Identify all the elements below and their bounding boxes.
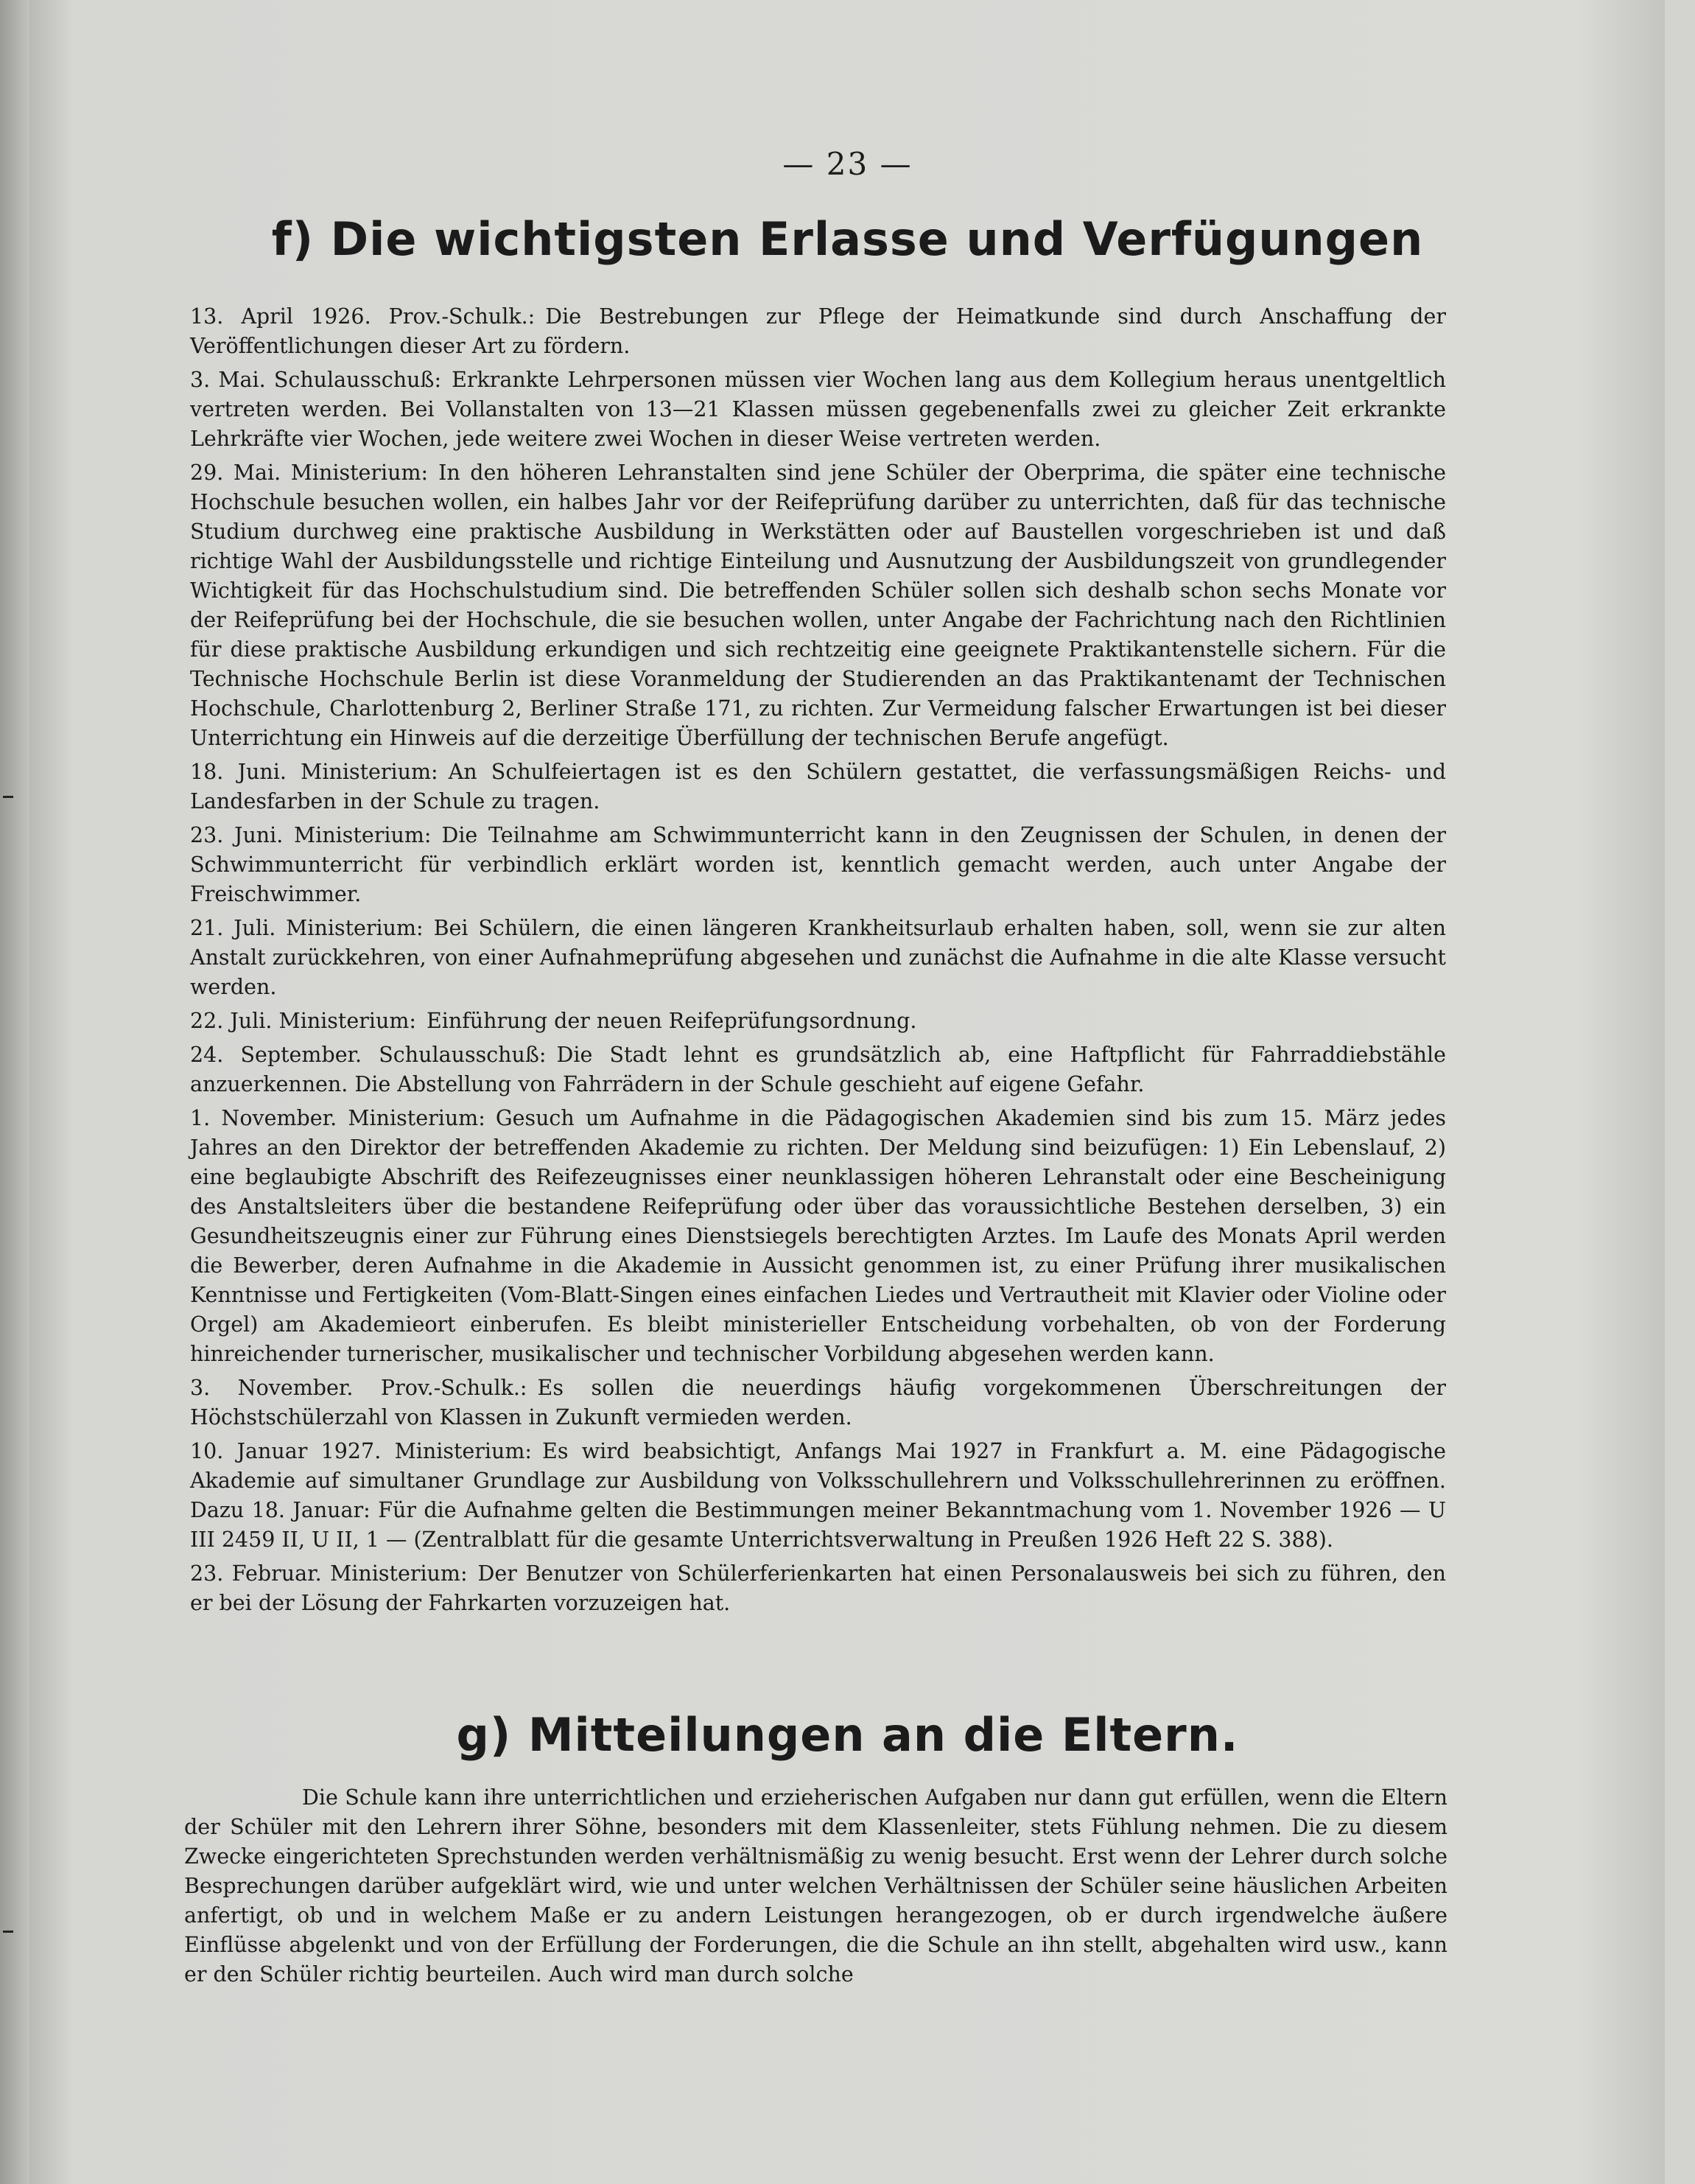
entry-date: 29. Mai. bbox=[190, 461, 281, 485]
decree-entry bbox=[190, 1559, 1446, 1618]
entry-text: Einführung der neuen Reifeprüfungsordnung. bbox=[426, 1009, 917, 1033]
decree-entry bbox=[190, 757, 1446, 816]
entry-date: 3. November. bbox=[190, 1376, 354, 1400]
decree-entry bbox=[190, 1040, 1446, 1099]
entry-source: Ministerium: bbox=[394, 1439, 533, 1463]
entry-source: Ministerium: bbox=[330, 1561, 468, 1586]
entry-date: 10. Januar 1927. bbox=[190, 1439, 382, 1463]
decree-entry bbox=[190, 365, 1446, 454]
entry-source: Ministerium: bbox=[278, 1009, 416, 1033]
decree-entry bbox=[190, 821, 1446, 909]
decree-entry bbox=[190, 1373, 1446, 1432]
entry-source: Ministerium: bbox=[301, 760, 438, 784]
entry-source: Prov.-Schulk.: bbox=[388, 304, 536, 329]
parents-notice-paragraph: Die Schule kann ihre unterrichtlichen und erzieherischen Aufgaben nur dann gut erfüllen, wenn die Eltern der Schüler mit den Lehrern ihrer Söhne, besonders mit dem Klassenleiter, stets Fühlung nehmen. Die zu diesem Zwecke eingerichteten Sprechstunden werden verhältnismäßig zu wenig besucht. Erst wenn der Lehrer durch solche Besprechungen darüber aufgeklärt wird, wie und unter welchen Verhältnissen der Schüler seine häuslichen Arbeiten anfertigt, ob und in welchem Maße er zu andern Leistungen herangezogen, ob er durch irgendwelche äußere Einflüsse abgelenkt und von der Erfüllung der Forderungen, die die Schule an ihn stellt, abgehalten wird usw., kann er den Schüler richtig beurteilen. Auch wird man durch solche bbox=[184, 1785, 1447, 1987]
entry-date: 24. September. bbox=[190, 1043, 362, 1067]
entry-date: 1. November. bbox=[190, 1106, 337, 1130]
entry-source: Schulausschuß: bbox=[273, 368, 442, 392]
decree-list bbox=[190, 302, 1446, 1623]
entry-text: Der Benutzer von Schülerferienkarten hat einen Personalausweis bei sich zu führen, den er bei der Lösung der Fahrkarten vorzuzeigen hat. bbox=[190, 1561, 1447, 1615]
entry-text: Es wird beabsichtigt, Anfangs Mai 1927 in Frankfurt a. M. eine Pädagogische Akademie auf simultaner Grundlage zur Ausbildung von Volksschullehrern und Volksschullehrerinnen zu eröffnen. Dazu 18. Januar: Für die Aufnahme gelten die Bestimmungen meiner Bekanntmachung vom 1. November 1926 — U III 2459 II, U II, 1 — (Zentralblatt für die gesamte Unterrichtsverwaltung in Preußen 1926 Heft 22 S. 388). bbox=[190, 1439, 1447, 1552]
decree-entry bbox=[190, 302, 1446, 361]
entry-text: Die Stadt lehnt es grundsätzlich ab, eine Haftpflicht für Fahrraddiebstähle anzuerkennen. Die Abstellung von Fahrrädern in der Schule geschieht auf eigene Gefahr. bbox=[190, 1043, 1446, 1096]
entry-source: Ministerium: bbox=[286, 916, 424, 940]
entry-text: Erkrankte Lehrpersonen müssen vier Wochen lang aus dem Kollegium heraus unentgeltlich vertreten werden. Bei Vollanstalten von 13—21 Klassen müssen gegebenenfalls zwei zu gleicher Zeit erkrankte Lehrkräfte vier Wochen, jede weitere zwei Wochen in dieser Weise vertreten werden. bbox=[190, 368, 1447, 451]
section-g-heading: g) Mitteilungen an die Eltern. bbox=[456, 1708, 1239, 1762]
entry-source: Ministerium: bbox=[290, 461, 429, 485]
entry-source: Prov.-Schulk.: bbox=[380, 1376, 527, 1400]
page-edge-mark bbox=[3, 1931, 13, 1933]
entry-date: 3. Mai. bbox=[190, 368, 266, 392]
decree-entry bbox=[190, 1007, 1446, 1036]
entry-text: An Schulfeiertagen ist es den Schülern gestattet, die verfassungsmäßigen Reichs- und Landesfarben in der Schule zu tragen. bbox=[190, 760, 1446, 813]
page-number: — 23 — bbox=[782, 146, 913, 182]
entry-date: 22. Juli. bbox=[190, 1009, 273, 1033]
entry-text: Es sollen die neuerdings häufig vorgekommenen Überschreitungen der Höchstschülerzahl von Klassen in Zukunft vermieden werden. bbox=[190, 1376, 1446, 1429]
page-edge-shadow bbox=[0, 0, 29, 2184]
entry-source: Ministerium: bbox=[348, 1106, 485, 1130]
decree-entry bbox=[190, 1104, 1446, 1369]
entry-text: Bei Schülern, die einen längeren Krankheitsurlaub erhalten haben, soll, wenn sie zur alten Anstalt zurückkehren, von einer Aufnahmeprüfung abgesehen und zunächst die Aufnahme in die alte Klasse versucht werden. bbox=[190, 916, 1447, 999]
entry-date: 23. Februar. bbox=[190, 1561, 322, 1586]
entry-date: 13. April 1926. bbox=[190, 304, 371, 329]
entry-date: 23. Juni. bbox=[190, 823, 284, 847]
entry-text: Die Teilnahme am Schwimmunterricht kann in den Zeugnissen der Schulen, in denen der Schwimmunterricht für verbindlich erklärt worden ist, kenntlich gemacht werden, auch unter Angabe der Freischwimmer. bbox=[190, 823, 1446, 906]
page-edge-mark bbox=[3, 796, 13, 798]
entry-text: In den höheren Lehranstalten sind jene Schüler der Oberprima, die später eine technische Hochschule besuchen wollen, ein halbes Jahr vor der Reifeprüfung darüber zu unterrichten, daß für das technische Studium durchweg eine praktische Ausbildung in Werkstätten oder auf Baustellen vorgeschrieben ist und daß richtige Wahl der Ausbildungsstelle und richtige Einteilung und Ausnutzung der Ausbildungszeit von grundlegender Wichtigkeit für das Hochschulstudium sind. Die betreffenden Schüler sollen sich deshalb schon sechs Monate vor der Reifeprüfung bei der Hochschule, die sie besuchen wollen, unter Angabe der Fachrichtung nach den Richtlinien für diese praktische Ausbildung erkundigen und sich rechtzeitig eine geeignete Praktikantenstelle sichern. Für die Technische Hochschule Berlin ist diese Voranmeldung der Studierenden an das Praktikantenamt der Technischen Hochschule, Charlottenburg 2, Berliner Straße 171, zu richten. Zur Vermeidung falscher Erwartungen ist bei dieser Unterrichtung ein Hinweis auf die derzeitige Überfüllung der technischen Berufe angefügt. bbox=[190, 461, 1447, 750]
entry-date: 21. Juli. bbox=[190, 916, 276, 940]
entry-source: Ministerium: bbox=[294, 823, 432, 847]
decree-entry bbox=[190, 458, 1446, 753]
entry-source: Schulausschuß: bbox=[379, 1043, 547, 1067]
section-f-heading: f) Die wichtigsten Erlasse und Verfügungen bbox=[271, 212, 1424, 266]
entry-date: 18. Juni. bbox=[190, 760, 287, 784]
decree-entry bbox=[190, 1437, 1446, 1555]
decree-entry bbox=[190, 914, 1446, 1002]
entry-text: Die Bestrebungen zur Pflege der Heimatkunde sind durch Anschaffung der Veröffentlichungen dieser Art zu fördern. bbox=[190, 304, 1446, 358]
entry-text: Gesuch um Aufnahme in die Pädagogischen Akademien sind bis zum 15. März jedes Jahres an den Direktor der betreffenden Akademie zu richten. Der Meldung sind beizufügen: 1) Ein Lebenslauf, 2) eine beglaubigte Abschrift des Reifezeugnisses einer neunklassigen höheren Lehranstalt oder eine Bescheinigung des Anstaltsleiters über die bestandene Reifeprüfung oder über das voraussichtliche Bestehen derselben, 3) ein Gesundheitszeugnis einer zur Führung eines Dienstsiegels berechtigten Arztes. Im Laufe des Monats April werden die Bewerber, deren Aufnahme in die Akademie in Aussicht genommen ist, zu einer Prüfung ihrer musikalischen Kenntnisse und Fertigkeiten (Vom-Blatt-Singen eines einfachen Liedes und Vertrautheit mit Klavier oder Violine oder Orgel) am Akademieort einberufen. Es bleibt ministerieller Entscheidung vorbehalten, ob von der Forderung hinreichender turnerischer, musikalischer und technischer Vorbildung abgesehen werden kann. bbox=[190, 1106, 1446, 1366]
